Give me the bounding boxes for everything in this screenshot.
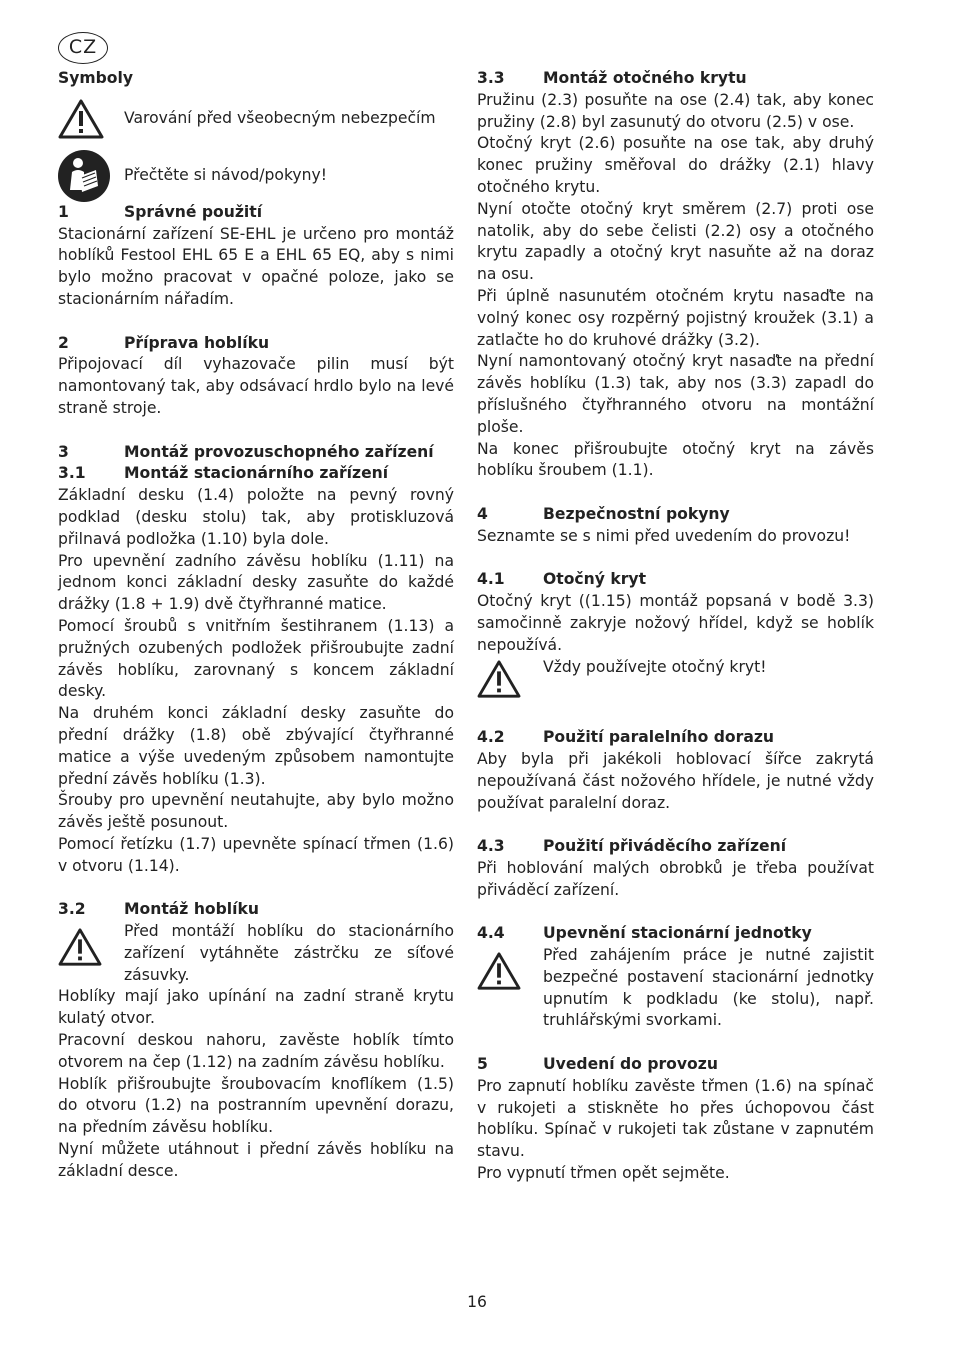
section-3-1-p1: Základní desku (1.4) položte na pevný rovný podklad (desku stolu) tak, aby protiskluzová přilnavá podložka (1.10) byla dole. (58, 486, 454, 548)
section-4-4-heading: 4.4 Upevnění stacionární jednotky (477, 924, 812, 943)
symbol-warning-row (58, 94, 454, 144)
warning-icon (58, 927, 102, 967)
read-manual-icon (58, 150, 110, 202)
section-3-2-p1: Hoblíky mají jako upínání na zadní straně krytu kulatý otvor. (58, 987, 454, 1028)
section-5-heading: 5 Uvedení do provozu (477, 1055, 718, 1074)
section-3-1-p2: Pro upevnění zadního závěsu hoblíku (1.11) na jednom konci základní desky zasuňte do každé drážky (1.8 + 1.9) dvě čtyřhranné matice. (58, 551, 454, 614)
section-3-3-p1: Pružinu (2.3) posuňte na ose (2.4) tak, aby konec pružiny (2.8) byl zasunutý do otvoru (2.5) v ose. (477, 90, 874, 131)
section-3-2-p4: Nyní můžete utáhnout i přední závěs hoblíku na základní desce. (58, 1140, 454, 1180)
section-4-heading: 4 Bezpečnostní pokyny (477, 504, 730, 523)
section-3-1-p6: Pomocí řetízku (1.7) upevněte spínací třmen (1.6) v otvoru (1.14). (58, 834, 454, 875)
warning-icon (477, 659, 521, 699)
symbol-manual-row (58, 150, 454, 202)
section-2-text: Připojovací díl vyhazovače pilin musí být namontovaný tak, aby odsávací hrdlo bylo na levé straně stroje. (58, 355, 454, 417)
warning-icon (58, 98, 104, 140)
page-number: 16 (467, 1293, 487, 1311)
section-3-3-p3: Nyní otočte otočný kryt směrem (2.7) proti ose natolik, aby do sebe čelisti (2.2) osy a otočného krytu zapadly a otočný kryt nasuňte až na doraz na osu. (477, 199, 874, 284)
section-3-1-p5: Šrouby pro upevnění neutahujte, aby bylo možno závěs ještě posunout. (58, 791, 454, 832)
section-3-3-p2: Otočný kryt (2.6) posuňte na ose tak, aby druhý konec pružiny směřoval do drážky (2.1) hlavy otočného krytu. (477, 134, 874, 196)
section-1-text: Stacionární zařízení SE-EHL je určeno pro montáž hoblíků Festool EHL 65 E a EHL 65 EQ, aby s nimi bylo možno pracovat v opačné poloze, jako se stacionárním nářadím. (58, 224, 454, 308)
section-3-2-heading: 3.2 Montáž hoblíku (58, 900, 259, 919)
section-3-3-p6: Na konec přišroubujte otočný kryt na závěs hoblíku šroubem (1.1). (477, 439, 874, 480)
section-4-1-warning-text: Vždy používejte otočný kryt! (543, 657, 767, 676)
symbol-warning-text: Varování před všeobecným nebezpečím (124, 108, 436, 127)
symbol-manual-text: Přečtěte si návod/pokyny! (124, 165, 328, 184)
section-4-3-text: Při hoblování malých obrobků je třeba používat přiváděcí zařízení. (477, 858, 874, 899)
warning-icon (477, 951, 521, 991)
section-4-1-warning (477, 657, 874, 706)
section-3-3-p5: Nyní namontovaný otočný kryt nasaďte na přední závěs hoblíku (1.3) tak, aby nos (3.3) zapadl do příslušného čtyřhranného otvoru na montážní ploše. (477, 352, 874, 436)
section-4-1-text: Otočný kryt ((1.15) montáž popsaná v bodě 3.3) samočinně zakryje nožový hřídel, když se hoblík nepoužívá. (477, 592, 874, 654)
section-5-p2: Pro vypnutí třmen opět sejměte. (477, 1164, 730, 1183)
section-4-2-heading: 4.2 Použití paralelního dorazu (477, 728, 775, 747)
section-4-text: Seznamte se s nimi před uvedením do provozu! (477, 526, 851, 545)
section-3-heading: 3 Montáž provozuschopného zařízení (58, 442, 434, 461)
section-4-1-heading: 4.1 Otočný kryt (477, 570, 647, 589)
section-4-4-warning-text: Před zahájením práce je nutné zajistit bezpečné postavení stacionární jednotky upnutím k podkladu (ke stolu), např. truhlářskými svorkami. (543, 946, 874, 1030)
section-3-1-heading: 3.1 Montáž stacionárního zařízení (58, 464, 389, 483)
section-3-2-warning-text: Před montáží hoblíku do stacionárního zařízení vytáhněte zástrčku ze síťové zásuvky. (124, 922, 454, 984)
section-1-heading: 1 Správné použití (58, 202, 263, 221)
section-5-p1: Pro zapnutí hoblíku zavěste třmen (1.6) na spínač v rukojeti a stiskněte ho přes úchopovou část hoblíku. Spínač v rukojeti tak zůstane v zapnutém stavu. (477, 1076, 874, 1161)
section-3-1-p4: Na druhém konci základní desky zasuňte do přední drážky (1.8) obě zbývající čtyřhranné matice a výše uvedeným způsobem namontujte přední závěs hoblíku (1.3). (58, 704, 454, 788)
section-2-heading: 2 Příprava hoblíku (58, 333, 270, 352)
section-3-1-p3: Pomocí šroubů s vnitřním šestihranem (1.13) a pružných ozubených podložek přišroubujte zadní závěs hoblíku, zarovnaný s koncem základní desky. (58, 616, 454, 701)
section-4-4-warning (477, 945, 874, 1032)
section-3-2-warning (58, 921, 454, 986)
left-column (58, 68, 454, 1183)
symbols-title: Symboly (58, 69, 134, 87)
section-3-2-p2: Pracovní deskou nahoru, zavěste hoblík tímto otvorem na čep (1.12) na zadním závěsu hoblíku. (58, 1031, 454, 1071)
section-3-3-heading: 3.3 Montáž otočného krytu (477, 69, 747, 87)
section-3-2-p3: Hoblík přišroubujte šroubovacím knoflíkem (1.5) do otvoru (1.2) na postranním upevnění dorazu, na předním závěsu hoblíku. (58, 1074, 454, 1137)
section-4-2-text: Aby byla při jakékoli hoblovací šířce zakrytá nepoužívaná část nožového hřídele, je nutné vždy používat paralelní doraz. (477, 749, 874, 812)
section-3-3-p4: Při úplně nasunutém otočném krytu nasaďte na volný konec osy rozpěrný pojistný kroužek (3.1) a zatlačte ho do kruhové drážky (3.2). (477, 286, 874, 349)
right-column (477, 68, 874, 1185)
section-4-3-heading: 4.3 Použití přiváděcího zařízení (477, 837, 787, 856)
language-badge: CZ (58, 32, 108, 64)
